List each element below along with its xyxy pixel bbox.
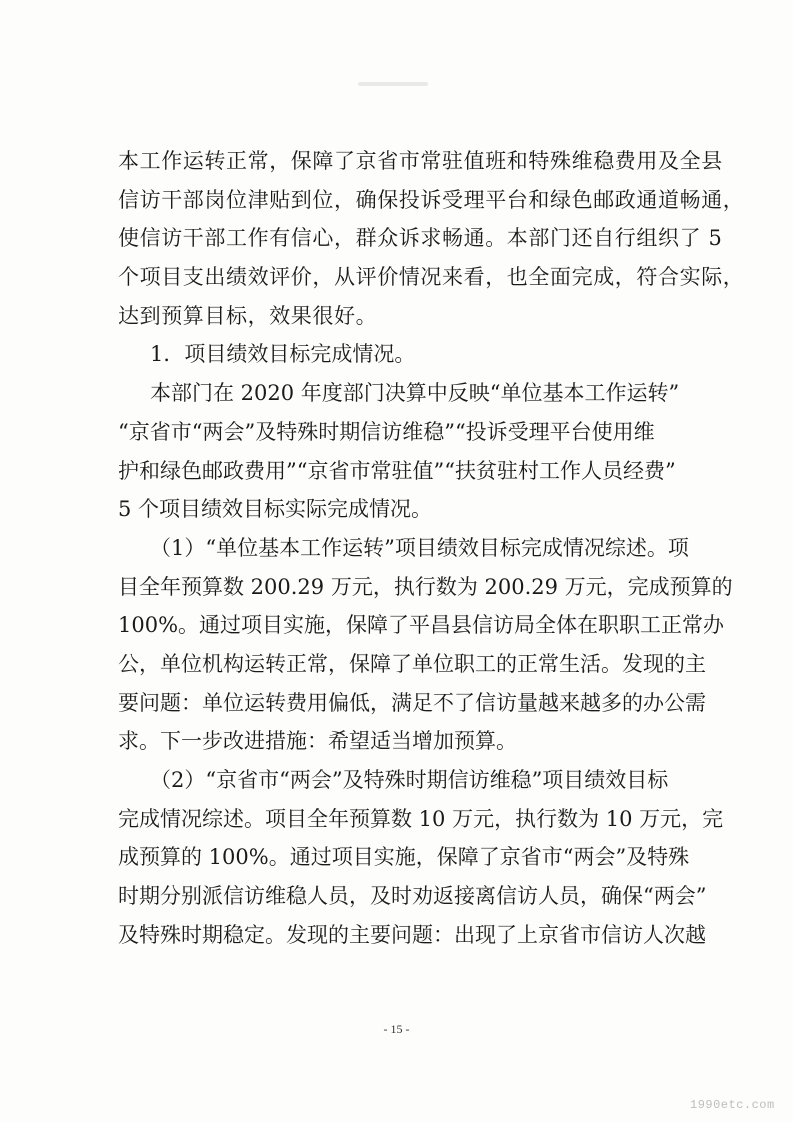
text-line: 公，单位机构运转正常，保障了单位职工的正常生活。发现的主 [118, 651, 706, 676]
document-body [118, 142, 745, 954]
text-line: 目全年预算数 200.29 万元，执行数为 200.29 万元，完成预算的 [118, 574, 733, 599]
text-line: 本工作运转正常，保障了京省市常驻值班和特殊维稳费用及全县 [118, 149, 723, 173]
text-line: 完成情况综述。项目全年预算数 10 万元，执行数为 10 万元，完 [118, 806, 724, 831]
text-line: “京省市“两会”及特殊时期信访维稳”“投诉受理平台使用维 [118, 419, 655, 444]
text-line: 护和绿色邮政费用”“京省市常驻值”“扶贫驻村工作人员经费” [118, 458, 676, 483]
text-line: 成预算的 100%。通过项目实施，保障了京省市“两会”及特殊 [118, 845, 690, 870]
text-line: 要问题：单位运转费用偏低，满足不了信访量越来越多的办公需 [118, 690, 706, 715]
watermark: 1990etc.com [690, 1098, 775, 1112]
text-line: 求。下一步改进措施：希望适当增加预算。 [118, 729, 517, 754]
text-line: （1）“单位基本工作运转”项目绩效目标完成情况综述。项 [150, 535, 689, 560]
text-line: 达到预算目标，效果很好。 [118, 303, 378, 328]
page-number: - 15 - [383, 1022, 410, 1036]
text-line: 个项目支出绩效评价，从评价情况来看，也全面完成，符合实际， [118, 265, 745, 290]
header-artifact [358, 82, 428, 86]
text-line: 5 个项目绩效目标实际完成情况。 [118, 497, 433, 522]
text-line: 信访干部岗位津贴到位，确保投诉受理平台和绿色邮政通道畅通， [118, 187, 745, 212]
text-line: 及特殊时期稳定。发现的主要问题：出现了上京省市信访人次越 [118, 922, 706, 947]
section-heading: 1．项目绩效目标完成情况。 [150, 342, 416, 367]
text-line: 时期分别派信访维稳人员，及时劝返接离信访人员，确保“两会” [118, 884, 707, 909]
text-line: 100%。通过项目实施，保障了平昌县信访局全体在职职工正常办 [118, 613, 725, 638]
text-line: 本部门在 2020 年度部门决算中反映“单位基本工作运转” [150, 381, 680, 406]
text-line: （2）“京省市“两会”及特殊时期信访维稳”项目绩效目标 [150, 768, 669, 792]
text-line: 使信访干部工作有信心，群众诉求畅通。本部门还自行组织了 5 [118, 226, 723, 251]
